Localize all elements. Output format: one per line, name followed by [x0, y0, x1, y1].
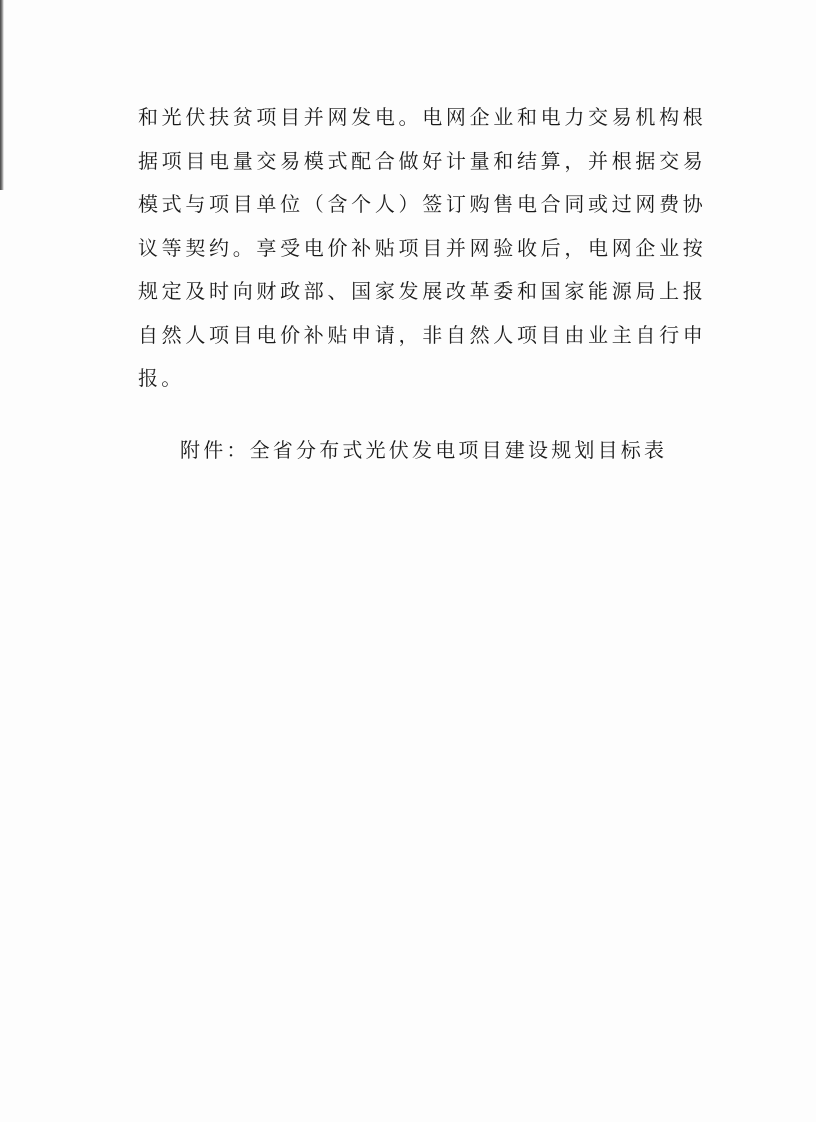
attachment-line: 附件：全省分布式光伏发电项目建设规划目标表: [180, 438, 668, 462]
body-paragraph: 和光伏扶贫项目并网发电。电网企业和电力交易机构根据项目电量交易模式配合做好计量和结算，并根据交易模式与项目单位（含个人）签订购售电合同或过网费协议等契约。享受电价补贴项目并网验收后，电网企业按规定及时向财政部、国家发展改革委和国家能源局上报自然人项目电价补贴申请，非自然人项目由业主自行申报。: [138, 105, 706, 390]
scan-edge-shadow: [0, 0, 4, 190]
